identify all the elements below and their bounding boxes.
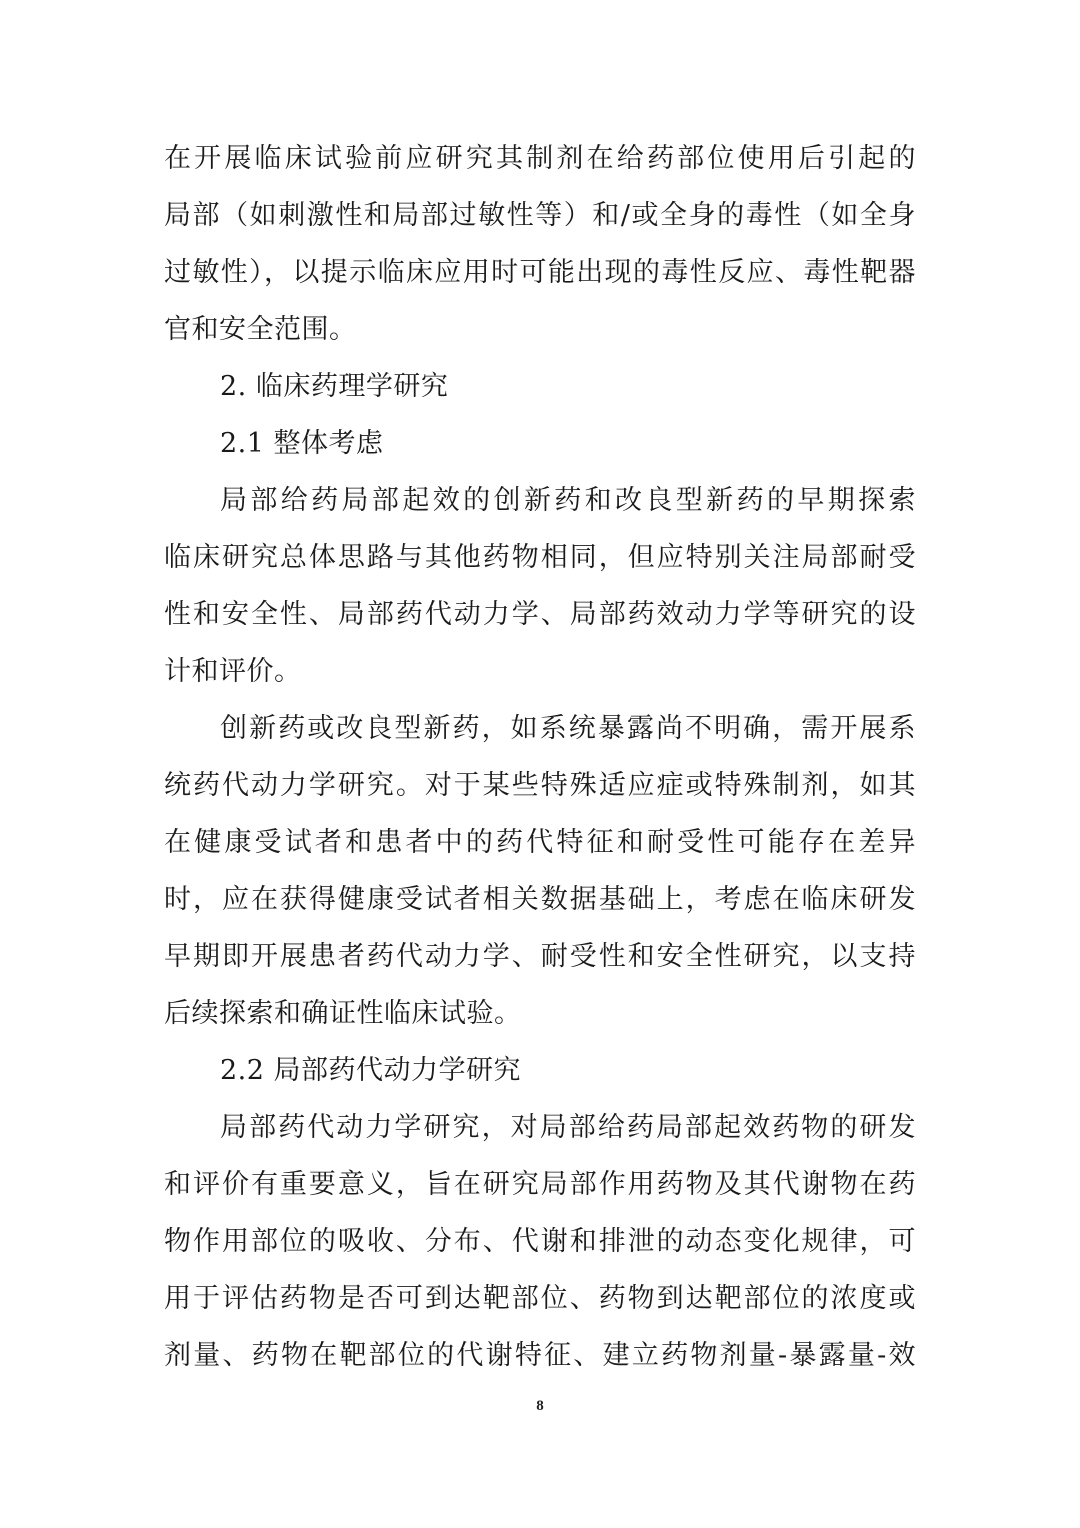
text-line: 过敏性），以提示临床应用时可能出现的毒性反应、毒性靶器 (164, 257, 916, 288)
text-line: 早期即开展患者药代动力学、耐受性和安全性研究，以支持 (164, 941, 916, 972)
text-line: 性和安全性、局部药代动力学、局部药效动力学等研究的设 (164, 599, 916, 630)
text-line: 用于评估药物是否可到达靶部位、药物到达靶部位的浓度或 (164, 1283, 916, 1314)
document-page-body (164, 130, 916, 1384)
text-line: 在开展临床试验前应研究其制剂在给药部位使用后引起的 (164, 143, 916, 174)
text-line: 剂量、药物在靶部位的代谢特征、建立药物剂量-暴露量-效 (164, 1340, 916, 1371)
text-line: 后续探索和确证性临床试验。 (164, 998, 522, 1029)
text-line: 物作用部位的吸收、分布、代谢和排泄的动态变化规律，可 (164, 1226, 916, 1257)
text-line: 临床研究总体思路与其他药物相同，但应特别关注局部耐受 (164, 542, 916, 573)
text-line: 和评价有重要意义，旨在研究局部作用药物及其代谢物在药 (164, 1169, 916, 1200)
text-line: 局部给药局部起效的创新药和改良型新药的早期探索 (220, 485, 916, 516)
page-number: 8 (536, 1398, 544, 1414)
section-heading: 2.1 整体考虑 (220, 428, 384, 459)
text-line: 在健康受试者和患者中的药代特征和耐受性可能存在差异 (164, 827, 916, 858)
text-line: 局部药代动力学研究，对局部给药局部起效药物的研发 (220, 1112, 916, 1143)
section-heading: 2.2 局部药代动力学研究 (220, 1055, 522, 1086)
text-line: 计和评价。 (164, 656, 302, 687)
text-line: 时，应在获得健康受试者相关数据基础上，考虑在临床研发 (164, 884, 916, 915)
text-line: 创新药或改良型新药，如系统暴露尚不明确，需开展系 (220, 713, 916, 744)
document-text-body (164, 130, 916, 1384)
text-line: 统药代动力学研究。对于某些特殊适应症或特殊制剂，如其 (164, 770, 916, 801)
text-line: 局部（如刺激性和局部过敏性等）和/或全身的毒性（如全身 (164, 200, 916, 231)
text-line: 官和安全范围。 (164, 314, 357, 345)
section-heading: 2. 临床药理学研究 (220, 371, 449, 402)
